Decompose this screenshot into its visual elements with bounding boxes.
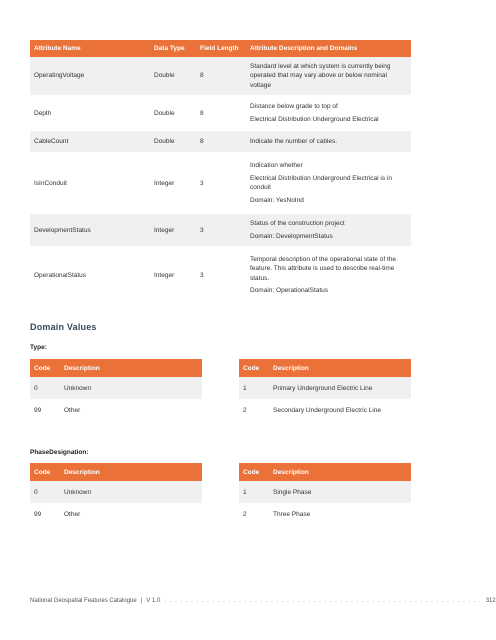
field-length: 8 <box>196 57 246 95</box>
domain-code: 1 <box>239 377 269 399</box>
type-domain-table-right <box>239 359 411 421</box>
header-description: Description <box>60 463 202 481</box>
data-type: Integer <box>154 179 175 187</box>
field-length: 3 <box>200 271 204 279</box>
domain-description: Unknown <box>60 377 202 399</box>
data-type: Double <box>154 109 175 117</box>
domain-table-header <box>30 463 202 481</box>
table-row <box>30 246 411 304</box>
domain-code: 0 <box>30 377 60 399</box>
attribute-table-header <box>30 40 411 57</box>
attribute-name: Depth <box>34 109 52 117</box>
footer-version: V 1.0 <box>146 598 161 604</box>
domain-table-header <box>239 359 411 377</box>
page-number: 312 <box>485 598 496 604</box>
description-line: Domain: OperationalStatus <box>250 287 329 295</box>
description-line: Indication whether <box>250 162 303 170</box>
header-description: Attribute Description and Domains <box>246 40 411 57</box>
attribute-name: CableCount <box>30 131 150 152</box>
attribute-table <box>30 40 411 304</box>
domain-description: Three Phase <box>273 510 311 518</box>
data-type: Double <box>150 131 196 152</box>
table-row <box>30 399 202 421</box>
description-line: Indicate the number of cables. <box>250 138 338 146</box>
header-field-length: Field Length <box>196 40 246 57</box>
description-line: Domain: DevelopmentStatus <box>250 232 333 240</box>
attribute-name: OperationalStatus <box>34 271 87 279</box>
domain-description: Unknown <box>60 481 202 503</box>
header-description: Description <box>60 359 202 377</box>
description-line: Electrical Distribution Underground Electrical <box>250 115 379 123</box>
description-line: Status of the construction project <box>250 220 345 228</box>
header-description: Description <box>269 463 411 481</box>
field-length: 3 <box>196 214 246 246</box>
table-row <box>30 377 202 399</box>
attribute-name: DevelopmentStatus <box>30 214 150 246</box>
description-line: Electrical Distribution Underground Electrical is in conduit <box>250 174 392 192</box>
attribute-description <box>246 214 411 246</box>
phase-designation-label: PhaseDesignation: <box>30 449 89 456</box>
header-code: Code <box>239 463 269 481</box>
table-row <box>239 481 411 503</box>
footer-dot-leader: . . . . . . . . . . . . . . . . . . . . . . . . . . . . . . . . . . . . . . . . . . . . . . . . . . . . . . . . . . . . <box>164 598 482 604</box>
data-type: Integer <box>150 214 196 246</box>
attribute-description <box>246 57 411 95</box>
domain-code: 99 <box>34 510 42 518</box>
attribute-description <box>246 95 411 131</box>
field-length: 8 <box>200 109 204 117</box>
table-row <box>30 503 202 525</box>
phase-domain-table-left <box>30 463 202 525</box>
table-row <box>239 399 411 421</box>
description-line: Domain: YesNoInd <box>250 196 304 204</box>
header-description: Description <box>269 359 411 377</box>
attribute-name: IsInConduit <box>34 179 67 187</box>
header-code: Code <box>30 359 60 377</box>
table-row <box>30 214 411 246</box>
page-footer <box>30 598 496 604</box>
domain-description: Primary Underground Electric Line <box>269 377 411 399</box>
domain-description: Secondary Underground Electric Line <box>273 406 382 414</box>
field-length: 3 <box>200 179 204 187</box>
phase-domain-table-right <box>239 463 411 525</box>
domain-code: 1 <box>239 481 269 503</box>
domain-code: 2 <box>243 510 247 518</box>
table-row <box>30 57 411 95</box>
table-row <box>30 481 202 503</box>
table-row <box>30 131 411 152</box>
domain-description: Other <box>64 406 81 414</box>
attribute-name: OperatingVoltage <box>30 57 150 95</box>
domain-code: 99 <box>34 406 42 414</box>
description-line: Temporal description of the operational state of the feature. This attribute is used to describe real-time status. <box>250 255 396 282</box>
footer-title: National Geospatial Features Catalogue <box>30 598 137 604</box>
description-line: Distance below grade to top of <box>250 103 338 111</box>
table-row <box>239 377 411 399</box>
data-type: Double <box>150 57 196 95</box>
attribute-description <box>246 152 411 214</box>
attribute-description <box>246 131 411 152</box>
header-code: Code <box>239 359 269 377</box>
footer-separator: | <box>140 598 143 604</box>
type-domain-table-left <box>30 359 202 421</box>
domain-table-header <box>239 463 411 481</box>
domain-code: 2 <box>243 406 247 414</box>
table-row <box>30 95 411 131</box>
header-data-type: Data Type <box>150 40 196 57</box>
data-type: Integer <box>154 271 175 279</box>
type-label: Type: <box>30 344 47 351</box>
table-row <box>239 503 411 525</box>
header-attribute-name: Attribute Name <box>30 40 150 57</box>
table-row <box>30 152 411 214</box>
header-code: Code <box>30 463 60 481</box>
description-line: Standard level at which system is currently being operated that may vary above or below nominal voltage <box>250 63 391 89</box>
section-title-domain-values: Domain Values <box>30 322 97 332</box>
domain-description: Single Phase <box>269 481 411 503</box>
field-length: 8 <box>196 131 246 152</box>
attribute-description <box>246 246 411 304</box>
domain-description: Other <box>64 510 81 518</box>
domain-code: 0 <box>30 481 60 503</box>
domain-table-header <box>30 359 202 377</box>
